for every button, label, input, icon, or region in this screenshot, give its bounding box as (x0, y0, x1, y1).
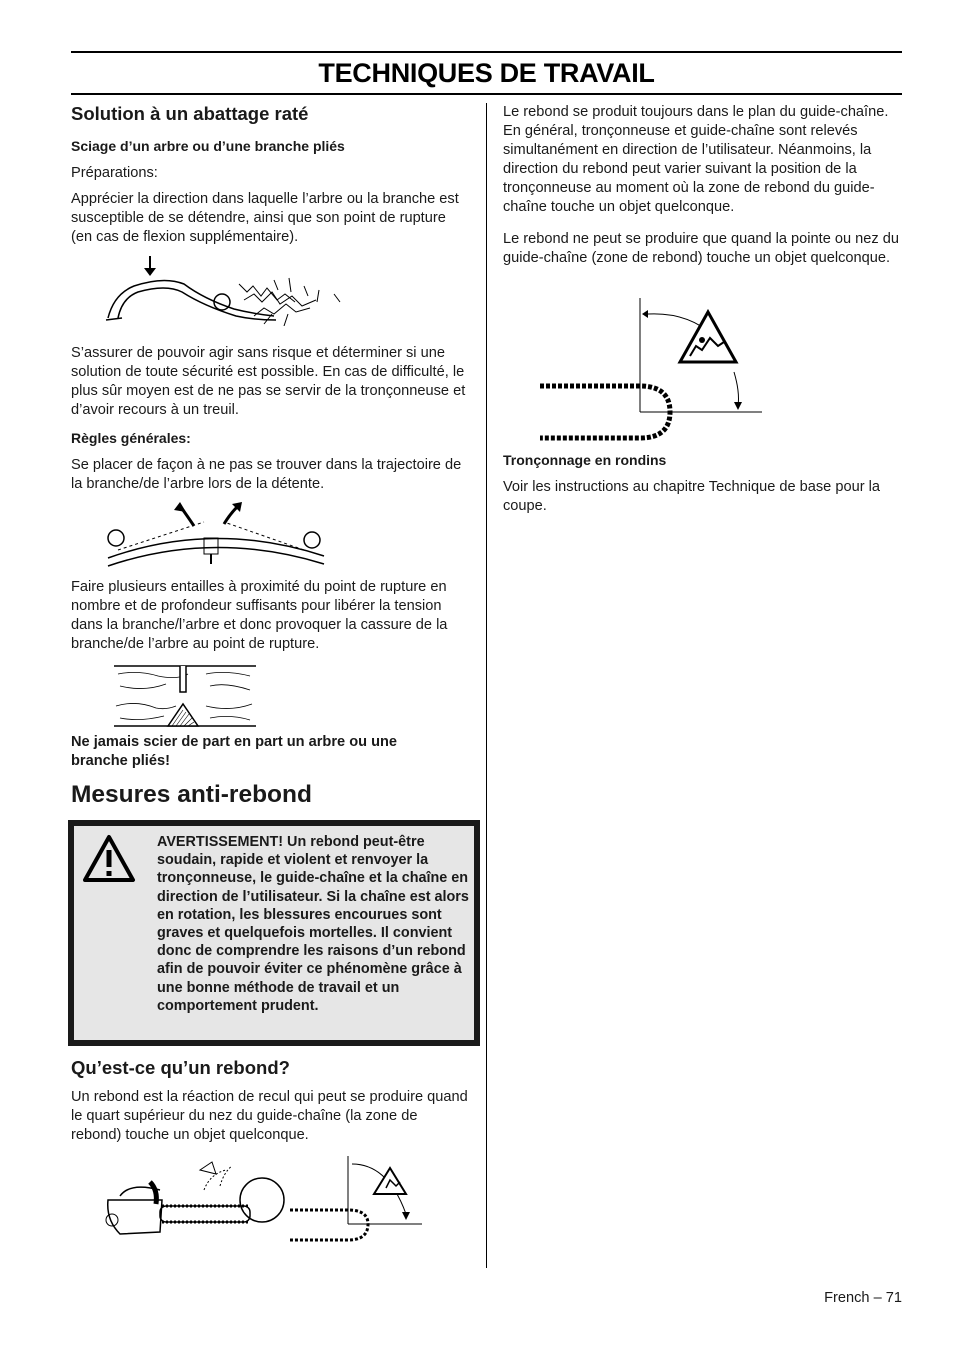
kickback-zone-small-illustration (288, 1154, 424, 1246)
heading-general-rules: Règles générales: (71, 430, 191, 446)
kickback-zone-illustration (538, 296, 764, 444)
text-cuts: Faire plusieurs entailles à proximité du point de rupture en nombre et de profondeur suffisants pour libérer la tension dans la branche/l’arbre et donc provoquer la cassure de la branche/de l’arbre au point de rupture. (71, 579, 448, 652)
heading-bent-tree: Sciage d’un arbre ou d’une branche pliés (71, 138, 345, 154)
heading-bucking: Tronçonnage en rondins (503, 452, 667, 468)
text-kickback-only: Le rebond ne peut se produire que quand la pointe ou nez du guide-chaîne (zone de rebond) touche un objet quelconque. (503, 231, 899, 266)
text-bucking: Voir les instructions au chapitre Technique de base pour la coupe. (503, 479, 880, 514)
text-never-cut: Ne jamais scier de part en part un arbre ou une branche pliés! (71, 734, 398, 769)
header-rule-bottom (71, 93, 902, 95)
heading-what-kickback: Qu’est-ce qu’un rebond? (71, 1057, 290, 1078)
warning-box-inner (74, 826, 474, 1040)
warning-box (68, 820, 480, 1046)
text-assess: Apprécier la direction dans laquelle l’arbre ou la branche est susceptible de se détendre, ainsi que son point de rupture (en cas de flexion supplémentaire). (71, 191, 459, 245)
text-kickback-definition: Un rebond est la réaction de recul qui peut se produire quand le quart supérieur du nez du guide-chaîne (la zone de rebond) touche un objet quelconque. (71, 1089, 468, 1143)
column-divider (486, 103, 487, 1268)
page-title: TECHNIQUES DE TRAVAIL (318, 58, 655, 88)
chainsaw-kickback-illustration (100, 1160, 295, 1244)
bent-tree-illustration (104, 254, 364, 326)
tension-release-illustration (104, 500, 334, 576)
warning-text: AVERTISSEMENT! Un rebond peut-être soudain, rapide et violent et renvoyer la tronçonneuse, le guide-chaîne et la chaîne en direction de l’utilisateur. Si la chaîne est alors en rotation, les blessures encourues sont graves et quelquefois mortelles. Il convient donc de comprendre les raisons d’un rebond afin de pouvoir éviter ce phénomène grâce à une bonne méthode de travail et un comportement prudent. (157, 834, 469, 1014)
page-number: French – 71 (824, 1290, 902, 1306)
text-safety: S’assurer de pouvoir agir sans risque et déterminer si une solution de toute sécurité est possible. En cas de difficulté, le plus sûr moyen est de ne pas se servir de la tronçonneuse et d’avoir recours à un treuil. (71, 345, 466, 418)
text-kickback-plane: Le rebond se produit toujours dans le plan du guide-chaîne. En général, tronçonneuse et guide-chaîne sont relevés simultanément en direction de l’utilisateur. Néanmoins, la direction du rebond peut varier suivant la position de la tronçonneuse au moment où la zone de rebond du guide-chaîne touche un objet quelconque. (503, 104, 889, 215)
heading-anti-kickback: Mesures anti-rebond (71, 781, 312, 808)
text-position: Se placer de façon à ne pas se trouver dans la trajectoire de la branche/de l’arbre lors de la détente. (71, 457, 462, 492)
warning-triangle-icon (82, 834, 136, 884)
text-preparations: Préparations: (71, 165, 158, 181)
relief-cuts-illustration (110, 662, 260, 730)
heading-failed-felling: Solution à un abattage raté (71, 103, 309, 124)
header-rule-top (71, 51, 902, 53)
